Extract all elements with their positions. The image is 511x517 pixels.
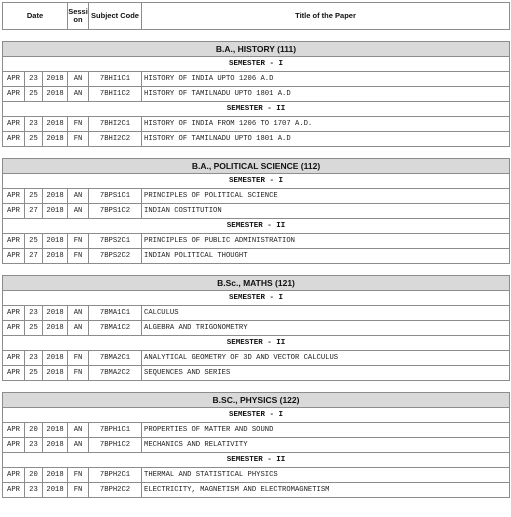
exam-year: 2018 xyxy=(43,87,68,102)
exam-row xyxy=(3,87,510,102)
semester-heading-row xyxy=(3,336,510,351)
paper-title: HISTORY OF TAMILNADU UPTO 1801 A.D xyxy=(142,87,510,102)
exam-timetable xyxy=(2,2,510,498)
paper-title: SEQUENCES AND SERIES xyxy=(142,366,510,381)
exam-year: 2018 xyxy=(43,438,68,453)
spacer-row xyxy=(3,381,510,393)
course-heading-row xyxy=(3,393,510,408)
paper-title: INDIAN POLITICAL THOUGHT xyxy=(142,249,510,264)
course-heading-row xyxy=(3,159,510,174)
exam-row xyxy=(3,72,510,87)
exam-row xyxy=(3,234,510,249)
exam-day: 27 xyxy=(25,204,43,219)
subject-code: 7BHI1C2 xyxy=(89,87,142,102)
paper-title: PRINCIPLES OF POLITICAL SCIENCE xyxy=(142,189,510,204)
exam-day: 20 xyxy=(25,423,43,438)
semester-heading: SEMESTER - II xyxy=(3,336,510,351)
subject-code: 7BPS1C2 xyxy=(89,204,142,219)
exam-row xyxy=(3,351,510,366)
exam-session: AN xyxy=(68,72,89,87)
exam-session: AN xyxy=(68,321,89,336)
exam-month: APR xyxy=(3,117,25,132)
timetable-body xyxy=(3,3,510,498)
exam-session: AN xyxy=(68,204,89,219)
exam-day: 25 xyxy=(25,234,43,249)
paper-title: HISTORY OF INDIA UPTO 1206 A.D xyxy=(142,72,510,87)
exam-session: FN xyxy=(68,483,89,498)
exam-year: 2018 xyxy=(43,249,68,264)
exam-session: FN xyxy=(68,117,89,132)
spacer-cell xyxy=(3,381,510,393)
exam-year: 2018 xyxy=(43,117,68,132)
exam-row xyxy=(3,483,510,498)
exam-month: APR xyxy=(3,87,25,102)
exam-day: 27 xyxy=(25,249,43,264)
exam-row xyxy=(3,249,510,264)
exam-session: AN xyxy=(68,87,89,102)
subject-code: 7BMA1C1 xyxy=(89,306,142,321)
exam-session: FN xyxy=(68,234,89,249)
exam-day: 23 xyxy=(25,438,43,453)
exam-month: APR xyxy=(3,189,25,204)
course-heading: B.A., HISTORY (111) xyxy=(3,42,510,57)
semester-heading: SEMESTER - I xyxy=(3,408,510,423)
paper-title: MECHANICS AND RELATIVITY xyxy=(142,438,510,453)
exam-day: 25 xyxy=(25,366,43,381)
course-heading: B.Sc., MATHS (121) xyxy=(3,276,510,291)
subject-code: 7BMA1C2 xyxy=(89,321,142,336)
exam-session: FN xyxy=(68,249,89,264)
exam-year: 2018 xyxy=(43,351,68,366)
exam-row xyxy=(3,468,510,483)
exam-year: 2018 xyxy=(43,366,68,381)
subject-code: 7BPS2C1 xyxy=(89,234,142,249)
exam-session: FN xyxy=(68,366,89,381)
course-heading-row xyxy=(3,276,510,291)
exam-day: 25 xyxy=(25,189,43,204)
spacer-row xyxy=(3,147,510,159)
exam-row xyxy=(3,117,510,132)
semester-heading-row xyxy=(3,408,510,423)
exam-day: 25 xyxy=(25,132,43,147)
semester-heading: SEMESTER - I xyxy=(3,57,510,72)
paper-title: ELECTRICITY, MAGNETISM AND ELECTROMAGNETISM xyxy=(142,483,510,498)
exam-session: FN xyxy=(68,351,89,366)
exam-month: APR xyxy=(3,366,25,381)
exam-day: 23 xyxy=(25,72,43,87)
exam-month: APR xyxy=(3,72,25,87)
exam-month: APR xyxy=(3,438,25,453)
exam-day: 20 xyxy=(25,468,43,483)
exam-month: APR xyxy=(3,204,25,219)
exam-row xyxy=(3,189,510,204)
spacer-cell xyxy=(3,30,510,42)
exam-session: AN xyxy=(68,189,89,204)
exam-month: APR xyxy=(3,468,25,483)
exam-year: 2018 xyxy=(43,234,68,249)
exam-session: FN xyxy=(68,468,89,483)
exam-row xyxy=(3,306,510,321)
exam-month: APR xyxy=(3,423,25,438)
paper-title: INDIAN COSTITUTION xyxy=(142,204,510,219)
exam-year: 2018 xyxy=(43,132,68,147)
semester-heading-row xyxy=(3,291,510,306)
timetable-page xyxy=(2,2,509,498)
exam-month: APR xyxy=(3,321,25,336)
exam-day: 23 xyxy=(25,351,43,366)
exam-year: 2018 xyxy=(43,204,68,219)
subject-code: 7BPH1C2 xyxy=(89,438,142,453)
paper-title: PROPERTIES OF MATTER AND SOUND xyxy=(142,423,510,438)
semester-heading-row xyxy=(3,57,510,72)
paper-title: ALGEBRA AND TRIGONOMETRY xyxy=(142,321,510,336)
paper-title: PRINCIPLES OF PUBLIC ADMINISTRATION xyxy=(142,234,510,249)
exam-day: 23 xyxy=(25,306,43,321)
exam-row xyxy=(3,132,510,147)
spacer-cell xyxy=(3,264,510,276)
paper-title: ANALYTICAL GEOMETRY OF 3D AND VECTOR CALCULUS xyxy=(142,351,510,366)
paper-title: CALCULUS xyxy=(142,306,510,321)
subject-code: 7BPH1C1 xyxy=(89,423,142,438)
subject-code: 7BHI1C1 xyxy=(89,72,142,87)
exam-row xyxy=(3,423,510,438)
exam-session: AN xyxy=(68,306,89,321)
exam-row xyxy=(3,204,510,219)
exam-row xyxy=(3,321,510,336)
paper-title: HISTORY OF INDIA FROM 1206 TO 1707 A.D. xyxy=(142,117,510,132)
exam-year: 2018 xyxy=(43,321,68,336)
semester-heading-row xyxy=(3,174,510,189)
paper-title: HISTORY OF TAMILNADU UPTO 1801 A.D xyxy=(142,132,510,147)
exam-year: 2018 xyxy=(43,468,68,483)
semester-heading: SEMESTER - I xyxy=(3,174,510,189)
semester-heading: SEMESTER - II xyxy=(3,102,510,117)
subject-code: 7BHI2C1 xyxy=(89,117,142,132)
session-header: Sessi on xyxy=(68,3,89,30)
date-header: Date xyxy=(3,3,68,30)
subject-code: 7BHI2C2 xyxy=(89,132,142,147)
subject-code: 7BPH2C1 xyxy=(89,468,142,483)
exam-month: APR xyxy=(3,306,25,321)
title-header: Title of the Paper xyxy=(142,3,510,30)
semester-heading: SEMESTER - I xyxy=(3,291,510,306)
spacer-row xyxy=(3,264,510,276)
subject-code: 7BMA2C2 xyxy=(89,366,142,381)
exam-session: FN xyxy=(68,132,89,147)
semester-heading: SEMESTER - II xyxy=(3,219,510,234)
exam-row xyxy=(3,438,510,453)
paper-title: THERMAL AND STATISTICAL PHYSICS xyxy=(142,468,510,483)
exam-session: AN xyxy=(68,438,89,453)
course-heading: B.SC., PHYSICS (122) xyxy=(3,393,510,408)
exam-day: 23 xyxy=(25,117,43,132)
exam-year: 2018 xyxy=(43,306,68,321)
exam-month: APR xyxy=(3,234,25,249)
semester-heading-row xyxy=(3,219,510,234)
exam-day: 25 xyxy=(25,87,43,102)
course-heading-row xyxy=(3,42,510,57)
course-heading: B.A., POLITICAL SCIENCE (112) xyxy=(3,159,510,174)
exam-year: 2018 xyxy=(43,483,68,498)
exam-year: 2018 xyxy=(43,423,68,438)
header-row xyxy=(3,3,510,30)
exam-month: APR xyxy=(3,483,25,498)
exam-month: APR xyxy=(3,132,25,147)
semester-heading-row xyxy=(3,102,510,117)
subject-code: 7BPS1C1 xyxy=(89,189,142,204)
exam-month: APR xyxy=(3,249,25,264)
subject-code-header: Subject Code xyxy=(89,3,142,30)
exam-day: 23 xyxy=(25,483,43,498)
subject-code: 7BPH2C2 xyxy=(89,483,142,498)
spacer-cell xyxy=(3,147,510,159)
exam-month: APR xyxy=(3,351,25,366)
exam-year: 2018 xyxy=(43,189,68,204)
exam-row xyxy=(3,366,510,381)
spacer-row xyxy=(3,30,510,42)
exam-session: AN xyxy=(68,423,89,438)
exam-year: 2018 xyxy=(43,72,68,87)
semester-heading: SEMESTER - II xyxy=(3,453,510,468)
subject-code: 7BMA2C1 xyxy=(89,351,142,366)
semester-heading-row xyxy=(3,453,510,468)
exam-day: 25 xyxy=(25,321,43,336)
subject-code: 7BPS2C2 xyxy=(89,249,142,264)
